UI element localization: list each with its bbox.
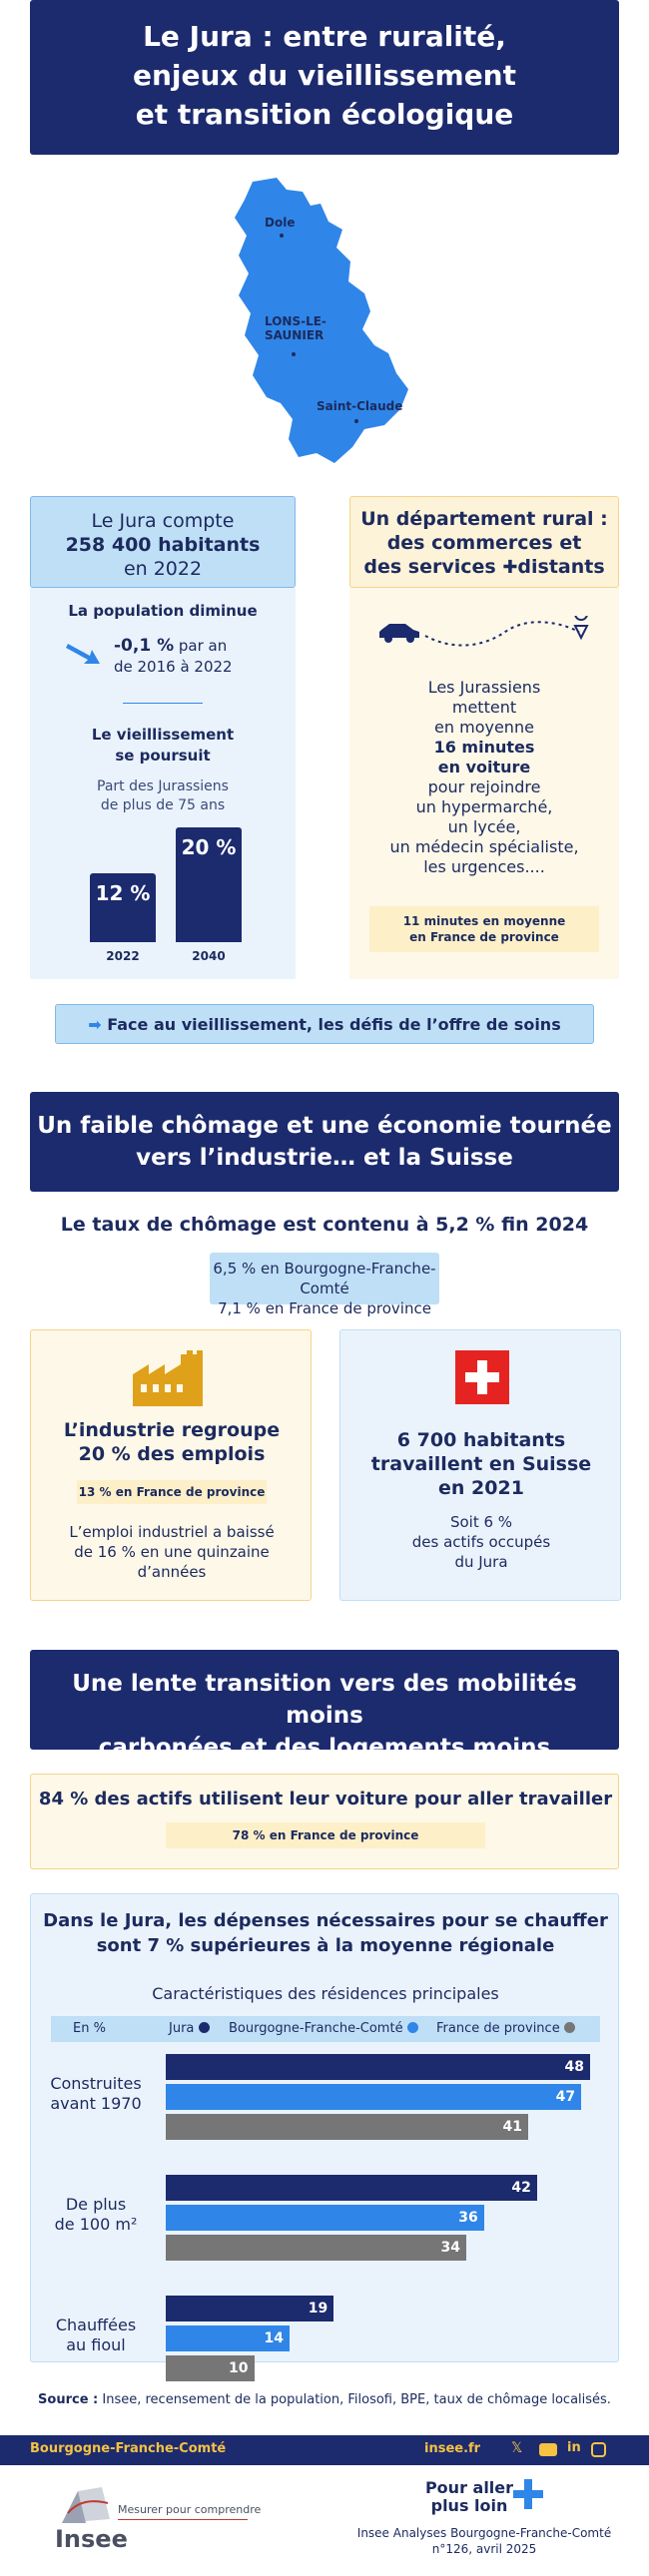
car-route-icon [375, 616, 595, 650]
insee-logo-icon [58, 2483, 114, 2527]
footer-site-link[interactable]: insee.fr [424, 2441, 481, 2456]
factory-icon [131, 1350, 211, 1406]
jura-map [225, 178, 414, 467]
chart-legend [51, 2016, 600, 2042]
population-header [30, 496, 296, 588]
legend-item-jura [169, 2021, 210, 2036]
rural-text-line: un lycée, [447, 817, 521, 836]
compare-line: 6,5 % en Bourgogne-Franche-Comté [213, 1260, 436, 1297]
legend-item-france [436, 2021, 575, 2036]
rural-text-line: les urgences.... [423, 857, 545, 876]
rural-text [349, 678, 619, 877]
category-label-line: avant 1970 [50, 2094, 142, 2113]
heating-title-line: Dans le Jura, les dépenses nécessaires pour se chauffer [43, 1910, 608, 1931]
bar-value-label: 20 % [181, 835, 237, 859]
aging-title-line: se poursuit [115, 747, 211, 765]
heating-title [31, 1908, 620, 1958]
rural-header-text: distants [517, 556, 605, 578]
more-link-line: Pour aller [424, 2478, 514, 2497]
source-text: Insee, recensement de la population, Filosofi, BPE, taux de chômage localisés. [102, 2392, 611, 2407]
section-title-line: vers l’industrie… et la Suisse [136, 1145, 513, 1171]
rural-text-line: pour rejoindre [427, 777, 541, 796]
more-link-line: plus loin [430, 2496, 508, 2515]
city-lons-le-saunier: LONS-LE-SAUNIER [265, 314, 326, 342]
bar [166, 2054, 590, 2080]
section-title-line: Un faible chômage et une économie tournée [37, 1113, 612, 1139]
publication-reference [349, 2525, 619, 2557]
industry-title-line: 20 % des emplois [78, 1443, 266, 1465]
compare-line: 7,1 % en France de province [218, 1299, 431, 1317]
industry-text-line: d’années [137, 1563, 207, 1581]
swiss-flag-icon [455, 1350, 509, 1404]
industry-title-line: L’industrie regroupe [63, 1419, 281, 1441]
bar-value-label: 48 [564, 2059, 584, 2075]
population-year: en 2022 [123, 558, 203, 580]
instagram-icon[interactable] [591, 2442, 606, 2457]
aging-sub-line: Part des Jurassiens [97, 778, 229, 794]
category-label [31, 2195, 161, 2235]
category-label [31, 2316, 161, 2355]
switzerland-text-line: du Jura [454, 1553, 508, 1571]
rural-header-text: des services [363, 556, 496, 578]
population-header-line: Le Jura compte [91, 510, 235, 532]
bar-value-label: 10 [229, 2360, 249, 2376]
industry-title [31, 1418, 313, 1466]
city-dole: Dole [265, 216, 296, 230]
rural-text-line: Les Jurassiens [427, 678, 541, 697]
legend-swatch [407, 2022, 418, 2033]
rural-text-line: mettent [451, 698, 517, 717]
category-label [31, 2074, 161, 2114]
rural-note [369, 906, 599, 952]
category-label-line: de 100 m² [54, 2215, 138, 2234]
insee-brand: Insee [55, 2525, 128, 2553]
bar [166, 2175, 537, 2201]
city-dot [292, 352, 296, 356]
insee-tagline: Mesurer pour comprendre [118, 2503, 262, 2516]
industry-text-line: de 16 % en une quinzaine [74, 1543, 270, 1561]
car-usage-note: 78 % en France de province [166, 1822, 485, 1848]
bar-value-label: 12 % [95, 881, 151, 905]
industry-panel [30, 1329, 312, 1601]
bar [166, 2084, 581, 2110]
section-title-line: carbonées et des logements moins [98, 1735, 551, 1761]
decline-text: par an [178, 637, 228, 655]
aging-subtitle [30, 777, 296, 815]
rural-text-line: en moyenne [434, 718, 534, 737]
switzerland-text-line: des actifs occupés [411, 1533, 551, 1551]
city-dot [354, 419, 358, 423]
category-label-line: De plus [65, 2195, 127, 2214]
footer-region: Bourgogne-Franche-Comté [30, 2441, 227, 2456]
plus-icon[interactable] [513, 2479, 543, 2509]
rural-header-line [350, 555, 618, 580]
title-line: enjeux du vieillissement [132, 59, 516, 92]
source-note [30, 2392, 619, 2407]
population-count: 258 400 habitants [65, 534, 261, 556]
heating-title-line: sont 7 % supérieures à la moyenne régionale [96, 1935, 555, 1956]
section-transition-title [30, 1650, 619, 1761]
rural-header [349, 496, 619, 588]
unemployment-compare [210, 1253, 439, 1317]
bar-year-label: 2022 [106, 949, 140, 963]
car-usage-panel [30, 1774, 619, 1869]
divider [123, 703, 203, 704]
chart-unit-label: En % [73, 2021, 106, 2036]
youtube-icon[interactable] [539, 2443, 557, 2456]
bar-value-label: 14 [264, 2330, 284, 2346]
page-title [30, 0, 619, 155]
industry-note: 13 % en France de province [77, 1480, 267, 1504]
heating-bar-chart [31, 2054, 620, 2376]
aging-bar-2022 [90, 873, 156, 942]
heating-panel [30, 1893, 619, 2376]
aging-title [30, 725, 296, 767]
legend-item-bfc [229, 2021, 418, 2036]
bar [166, 2296, 333, 2321]
more-link[interactable] [419, 2479, 519, 2515]
rural-highlight: 16 minutes [433, 738, 535, 757]
bar-value-label: 19 [308, 2301, 328, 2317]
tagline-underline [118, 2519, 248, 2520]
rural-header-line: Un département rural : [360, 508, 608, 530]
bar-value-label: 42 [511, 2180, 531, 2196]
arrow-right-icon: ➡ [88, 1015, 102, 1034]
title-line: et transition écologique [135, 98, 514, 131]
bar-value-label: 36 [458, 2210, 478, 2226]
rural-note-line: en France de province [409, 930, 559, 944]
category-label-line: Construites [50, 2074, 142, 2093]
rural-highlight: en voiture [437, 758, 531, 776]
decline-title: La population diminue [68, 602, 258, 620]
bar [166, 2114, 528, 2140]
legend-label: France de province [436, 2021, 560, 2036]
rural-text-line: un hypermarché, [415, 797, 553, 816]
bar-value-label: 47 [555, 2089, 576, 2105]
switzerland-panel [339, 1329, 621, 1601]
switzerland-text-line: Soit 6 % [449, 1513, 513, 1531]
bar [166, 2205, 484, 2231]
rural-header-line: des commerces et [386, 532, 582, 554]
soins-link-label: Face au vieillissement, les défis de l’offre de soins [107, 1015, 561, 1034]
chart-title: Caractéristiques des résidences principales [152, 1984, 499, 2003]
plus-icon: ✚ [502, 557, 518, 578]
legend-swatch [564, 2022, 575, 2033]
publication-line: Insee Analyses Bourgogne-Franche-Comté [356, 2526, 612, 2540]
aging-sub-line: de plus de 75 ans [100, 797, 226, 813]
arrow-down-right-icon [66, 640, 102, 666]
source-label: Source : [38, 2392, 99, 2407]
city-dot [280, 234, 284, 238]
legend-label: Jura [169, 2021, 195, 2036]
bar [166, 2235, 466, 2261]
legend-label: Bourgogne-Franche-Comté [229, 2021, 403, 2036]
x-icon[interactable]: 𝕏 [511, 2440, 523, 2456]
bar-year-label: 2040 [192, 949, 226, 963]
population-panel [30, 588, 296, 979]
unemployment-title: Le taux de chômage est contenu à 5,2 % fin 2024 [60, 1214, 589, 1236]
bar [166, 2325, 290, 2351]
rural-text-line: un médecin spécialiste, [389, 837, 579, 856]
bar [166, 2355, 255, 2381]
rural-note-line: 11 minutes en moyenne [402, 914, 566, 928]
footer-bar [0, 2435, 649, 2465]
decline-value: -0,1 % [114, 636, 175, 656]
industry-text [31, 1522, 313, 1582]
city-saint-claude: Saint-Claude [317, 399, 403, 413]
soins-link[interactable] [55, 1004, 594, 1044]
switzerland-title-line: travaillent en Suisse [370, 1453, 592, 1475]
aging-title-line: Le vieillissement [91, 726, 235, 744]
switzerland-title-line: en 2021 [438, 1477, 524, 1499]
bar-value-label: 34 [440, 2240, 461, 2256]
decline-period: de 2016 à 2022 [114, 658, 233, 676]
title-line: Le Jura : entre ruralité, [143, 20, 506, 53]
linkedin-icon[interactable]: in [567, 2440, 581, 2455]
category-label-line: Chauffées [55, 2316, 137, 2334]
rural-panel [349, 588, 619, 979]
switzerland-title-line: 6 700 habitants [396, 1429, 566, 1451]
category-label-line: au fioul [66, 2335, 126, 2354]
publication-line: n°126, avril 2025 [431, 2542, 537, 2556]
legend-swatch [199, 2022, 210, 2033]
industry-text-line: L’emploi industriel a baissé [69, 1523, 275, 1541]
switzerland-title [340, 1428, 622, 1500]
car-usage-title: 84 % des actifs utilisent leur voiture pour aller travailler [38, 1789, 613, 1809]
bar-value-label: 41 [502, 2119, 523, 2135]
aging-bar-2040 [176, 827, 242, 942]
section-unemployment-title [30, 1092, 619, 1192]
section-title-line: Une lente transition vers des mobilités moins [72, 1671, 577, 1729]
switzerland-text [340, 1512, 622, 1572]
